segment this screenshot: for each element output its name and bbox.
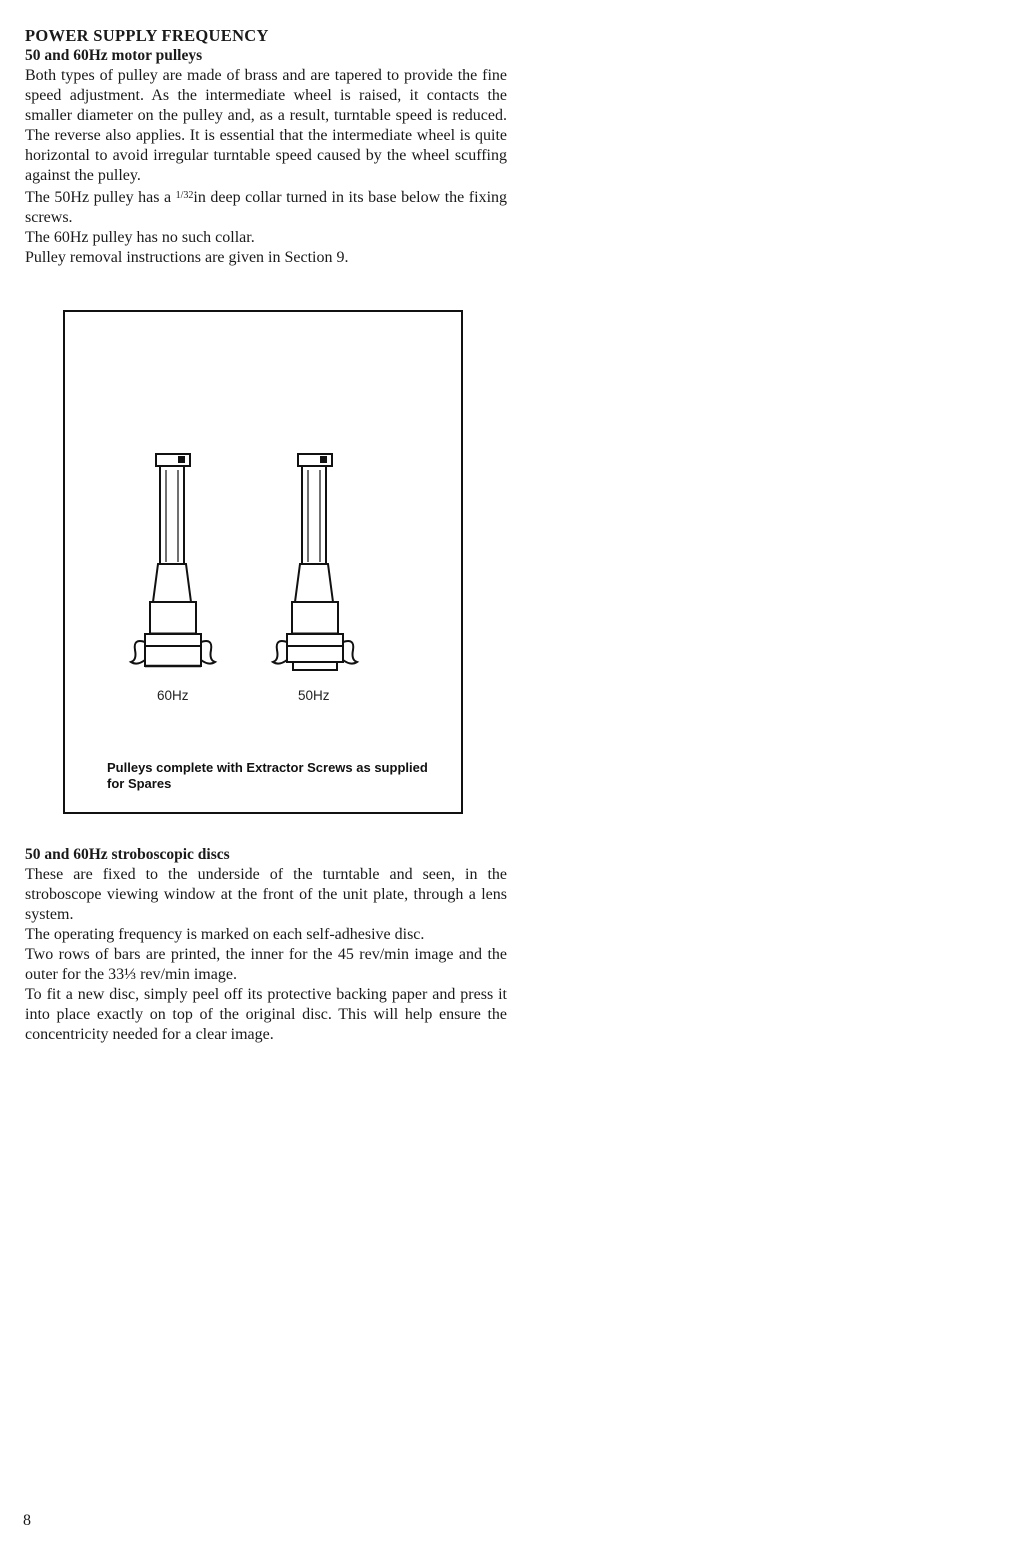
section-strobe-discs [25,845,507,1045]
strobe-paragraph-2: The operating frequency is marked on each self-adhesive disc. [25,926,425,943]
page-title: POWER SUPPLY FREQUENCY [25,26,269,45]
label-50hz: 50Hz [298,688,330,703]
label-60hz: 60Hz [157,688,189,703]
figure-caption: Pulleys complete with Extractor Screws as supplied for Spares [107,760,428,791]
strobe-paragraph-3: Two rows of bars are printed, the inner for the 45 rev/min image and the outer for the 33⅓ rev/min image. [25,946,507,983]
section-pulleys [25,26,507,268]
pulleys-subheading: 50 and 60Hz motor pulleys [25,47,203,64]
strobe-subheading: 50 and 60Hz stroboscopic discs [25,846,230,863]
pulleys-paragraph-2 [25,186,507,228]
strobe-paragraph-1: These are fixed to the underside of the turntable and seen, in the stroboscope viewing window at the front of the unit plate, through a lens system. [25,866,507,923]
pulleys-paragraph-4: Pulley removal instructions are given in Section 9. [25,249,349,266]
page-number: 8 [23,1512,31,1529]
pulley-60hz-drawing [131,454,215,666]
collar-text-pre: The 50Hz pulley has a [25,189,172,206]
pulley-50hz-drawing [273,454,357,670]
pulleys-paragraph-3: The 60Hz pulley has no such collar. [25,229,255,246]
strobe-paragraph-4: To fit a new disc, simply peel off its protective backing paper and press it into place exactly on top of the original disc. This will help ensure the concentricity needed for a clear image. [25,986,507,1043]
pulleys-paragraph-1: Both types of pulley are made of brass and are tapered to provide the fine speed adjustment. As the intermediate wheel is raised, it contacts the smaller diameter on the pulley and, as a result, turntable speed is reduced. The reverse also applies. It is essential that the intermediate wheel is quite horizontal to avoid irregular turntable speed caused by the wheel scuffing against the pulley. [25,67,507,184]
collar-fraction: 1/32 [175,190,194,201]
collar-text-post: in deep collar turned in its base below the fixing screws. [25,189,508,226]
pulley-illustration [65,312,465,816]
pulley-figure [63,310,463,814]
